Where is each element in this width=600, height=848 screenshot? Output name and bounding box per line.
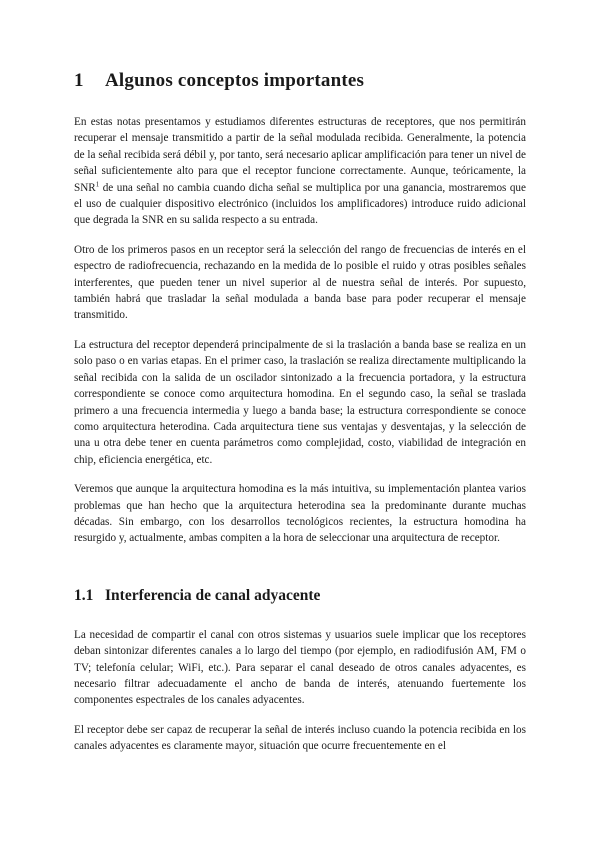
paragraph-3: La estructura del receptor dependerá principalmente de si la traslación a banda base se realiza en un solo paso o en varias etapas. En el primer caso, la traslación se realiza directamente multiplicando la señal recibida con la salida de un oscilador sintonizado a la frecuencia portadora, y la estructura correspondiente se conoce como arquitectura homodina. En el segundo caso, la señal se traslada primero a una frecuencia intermedia y luego a banda base; la estructura correspondiente se conoce como arquitectura heterodina. Cada arquitectura tiene sus ventajas y desventajas, y la selección de una u otra debe tener en cuenta parámetros como complejidad, costo, viabilidad de integración en chip, eficiencia energética, etc. [74, 338, 526, 466]
subsection-heading [74, 587, 526, 605]
section-title: Algunos conceptos importantes [105, 70, 365, 91]
paragraph-1-text-b: de una señal no cambia cuando dicha señal se multiplica por una ganancia, mostraremos que el uso de cualquier dispositivo electrónico (incluidos los amplificadores) introduce ruido adicional que degrada la SNR en su salida respecto a su entrada. [74, 181, 526, 227]
subsection-paragraph-1: La necesidad de compartir el canal con otros sistemas y usuarios suele implicar que los receptores deban sintonizar diferentes canales a lo largo del tiempo (por ejemplo, en radiodifusión AM, FM o TV; telefonía celular; WiFi, etc.). Para separar el canal deseado de otros canales adyacentes, es necesario filtrar adecuadamente el ancho de banda de interés, atenuando fuertemente los componentes espectrales de los canales adyacentes. [74, 628, 526, 707]
footnote-mark[interactable]: 1 [95, 179, 100, 188]
section-heading [74, 70, 526, 92]
paragraph-2: Otro de los primeros pasos en un receptor será la selección del rango de frecuencias de interés en el espectro de radiofrecuencia, rechazando en la medida de lo posible el ruido y otras posibles señales interferentes, que pueden tener un nivel superior al de nuestra señal de interés. Por supuesto, también habrá que trasladar la señal modulada a banda base para poder recuperar el mensaje transmitido. [74, 243, 526, 322]
paragraph-1 [74, 114, 526, 229]
subsection-number: 1.1 [74, 586, 94, 604]
paragraph-1-text-a: En estas notas presentamos y estudiamos diferentes estructuras de receptores, que nos permitirán recuperar el mensaje transmitido a partir de la señal modulada recibida. Generalmente, la potencia de la señal recibida será débil y, por tanto, será necesario aplicar amplificación para tener un nivel de señal suficientemente alto para que el receptor funcione correctamente. Aunque, teóricamente, la SNR [74, 116, 526, 194]
subsection-title: Interferencia de canal adyacente [105, 586, 321, 604]
subsection-paragraph-2: El receptor debe ser capaz de recuperar la señal de interés incluso cuando la potencia recibida en los canales adyacentes es claramente mayor, situación que ocurre frecuentemente en el [74, 723, 526, 753]
paragraph-4: Veremos que aunque la arquitectura homodina es la más intuitiva, su implementación plantea varios problemas que han hecho que la arquitectura heterodina sea la predominante durante muchas décadas. Sin embargo, con los desarrollos tecnológicos recientes, la estructura homodina ha resurgido y, actualmente, ambas compiten a la hora de seleccionar una arquitectura de receptor. [74, 483, 526, 545]
page-content [74, 70, 526, 768]
section-number: 1 [74, 70, 84, 91]
